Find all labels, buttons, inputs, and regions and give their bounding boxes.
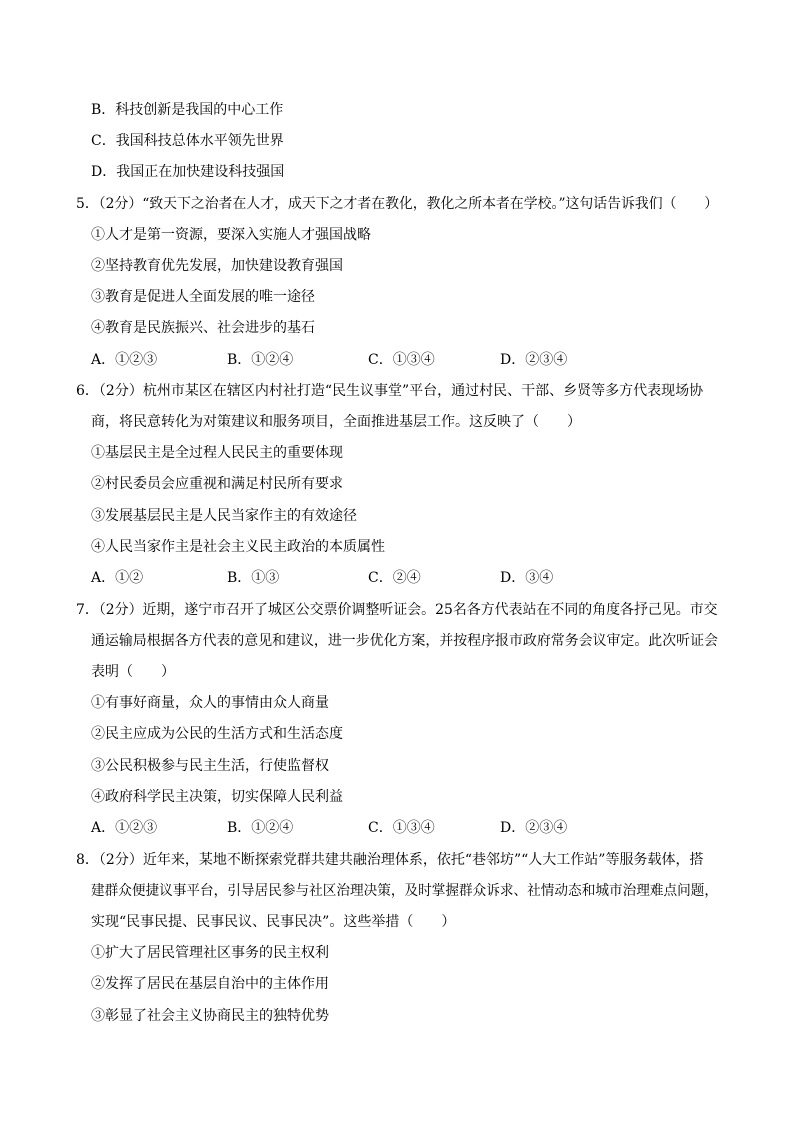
q6-item-3: ③发展基层民主是人民当家作主的有效途径: [91, 508, 357, 524]
q7-stem-line-1: 7．（2分）近期，遂宁市召开了城区公交票价调整听证会。25名各方代表站在不同的角度各抒己见。市交: [76, 602, 718, 618]
q7-item-3: ③公民积极参与民主生活，行使监督权: [91, 758, 329, 774]
q6-answer-a: A．①②: [91, 570, 144, 586]
q8-stem-line-1: 8．（2分）近年来，某地不断探索党群共建共融治理体系，依托“巷邻坊”“人大工作站”等服务载体，搭: [76, 852, 704, 868]
q5-item-1: ①人才是第一资源，要深入实施人才强国战略: [91, 227, 371, 243]
q5-answer-a: A．①②③: [91, 352, 158, 368]
q6-stem-line-1: 6．（2分）杭州市某区在辖区内村社打造“民生议事堂”平台，通过村民、干部、乡贤等多方代表现场协: [76, 383, 704, 399]
q5-item-4: ④教育是民族振兴、社会进步的基石: [91, 320, 315, 336]
q6-item-2: ②村民委员会应重视和满足村民所有要求: [91, 476, 343, 492]
q7-answer-c: C．①③④: [368, 820, 435, 836]
q5-item-2: ②坚持教育优先发展，加快建设教育强国: [91, 258, 343, 274]
q8-stem-line-3: 实现“民事民提、民事民议、民事民决”。这些举措（ ）: [91, 914, 456, 930]
q6-answer-d: D．③④: [500, 570, 554, 586]
q4-option-d: D．我国正在加快建设科技强国: [91, 164, 285, 180]
q6-item-1: ①基层民主是全过程人民民主的重要体现: [91, 445, 343, 461]
q7-answer-d: D．②③④: [500, 820, 568, 836]
q8-item-1: ①扩大了居民管理社区事务的民主权利: [91, 945, 329, 961]
q5-answer-c: C．①③④: [368, 352, 435, 368]
q5-answer-b: B．①②④: [227, 352, 294, 368]
q7-item-4: ④政府科学民主决策，切实保障人民利益: [91, 789, 343, 805]
q8-item-3: ③彰显了社会主义协商民主的独特优势: [91, 1008, 329, 1024]
q7-answer-b: B．①②④: [227, 820, 294, 836]
q6-answer-b: B．①③: [227, 570, 280, 586]
q7-item-1: ①有事好商量，众人的事情由众人商量: [91, 695, 329, 711]
q5-answer-d: D．②③④: [500, 352, 568, 368]
q7-stem-line-3: 表明（ ）: [91, 664, 175, 680]
q8-stem-line-2: 建群众便捷议事平台，引导居民参与社区治理决策，及时掌握群众诉求、社情动态和城市治理难点问题，: [91, 883, 718, 899]
q7-item-2: ②民主应成为公民的生活方式和生活态度: [91, 726, 343, 742]
q6-stem-line-2: 商，将民意转化为对策建议和服务项目，全面推进基层工作。这反映了（ ）: [91, 414, 581, 430]
q4-option-c: C．我国科技总体水平领先世界: [91, 133, 284, 149]
q4-option-b: B．科技创新是我国的中心工作: [91, 102, 284, 118]
q7-stem-line-2: 通运输局根据各方代表的意见和建议，进一步优化方案，并按程序报市政府常务会议审定。此次听证会: [91, 633, 718, 649]
q5-stem: 5．（2分）“致天下之治者在人才，成天下之才者在教化，教化之所本者在学校。”这句话告诉我们（ ）: [76, 196, 719, 212]
q6-answer-c: C．②④: [368, 570, 421, 586]
q7-answer-a: A．①②③: [91, 820, 158, 836]
q6-item-4: ④人民当家作主是社会主义民主政治的本质属性: [91, 539, 385, 555]
q5-item-3: ③教育是促进人全面发展的唯一途径: [91, 289, 315, 305]
q8-item-2: ②发挥了居民在基层自治中的主体作用: [91, 976, 329, 992]
